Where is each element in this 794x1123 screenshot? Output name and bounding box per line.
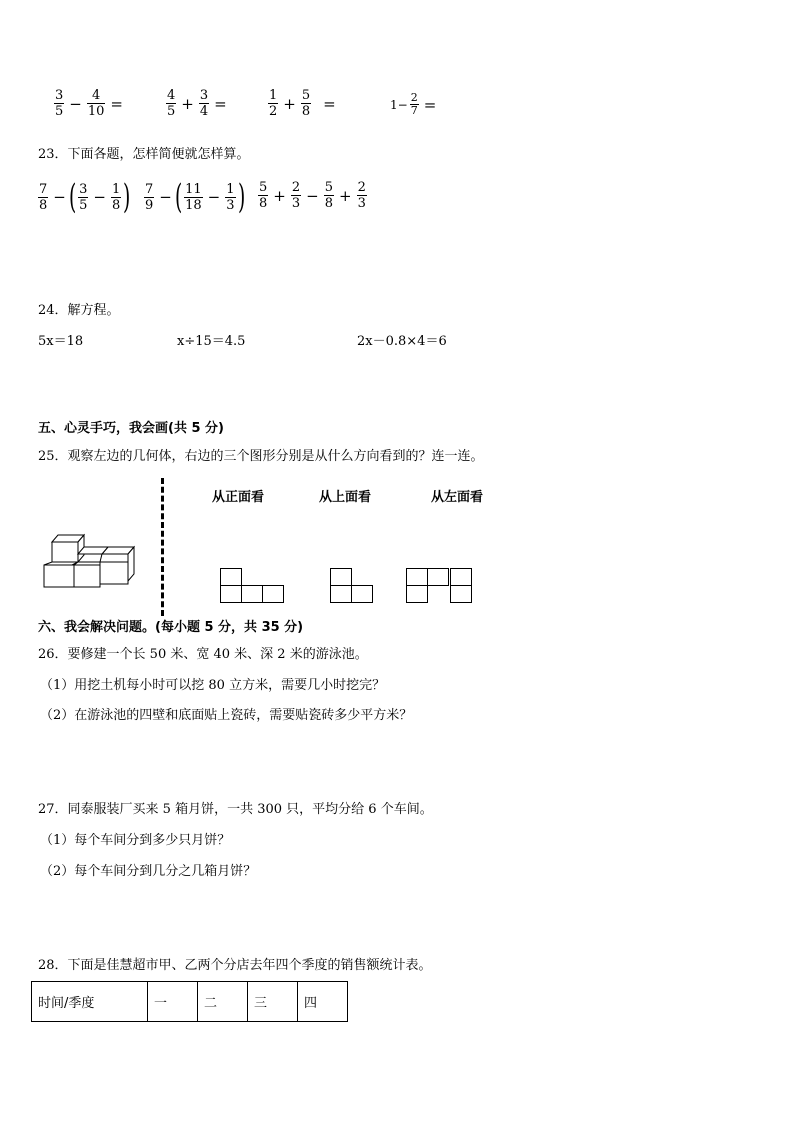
sales-table — [31, 981, 348, 1022]
q23-expr-1: $\frac{7}{8}$ − ( $\frac{3}{5}$ − $\frac{1}{8}$ ) — [39, 177, 131, 217]
view-top-label: 从上面看 — [319, 490, 372, 505]
table-header-cell: 一 — [148, 982, 198, 1022]
table-header-cell: 四 — [298, 982, 348, 1022]
q27-part1: （1）每个车间分到多少只月饼？ — [40, 833, 231, 848]
equation-2: x÷15＝4.5 — [177, 334, 246, 349]
dashed-divider — [161, 478, 164, 616]
section6-title: 六、我会解决问题。(每小题 5 分，共 35 分) — [38, 620, 304, 635]
table-header-cell: 三 — [248, 982, 298, 1022]
q27-part2: （2）每个车间分到几分之几箱月饼？ — [40, 864, 257, 879]
q26-part2: （2）在游泳池的四壁和底面贴上瓷砖，需要贴瓷砖多少平方米？ — [40, 708, 413, 723]
q28-text: 28．下面是佳慧超市甲、乙两个分店去年四个季度的销售额统计表。 — [38, 958, 432, 973]
fraction-expr-3: $\frac{1}{2}$ + $\frac{5}{8}$ = — [269, 88, 336, 119]
fraction-expr-2: $\frac{4}{5}$ + $\frac{3}{4}$ = — [167, 88, 227, 119]
table-row — [32, 982, 348, 1022]
q26-part1: （1）用挖土机每小时可以挖 80 立方米，需要几小时挖完？ — [40, 678, 386, 693]
q23-expr-2: $\frac{7}{9}$ − ( $\frac{11}{18}$ − $\frac{1}{3}$ ) — [145, 177, 245, 217]
equation-3: 2x－0.8×4＝6 — [357, 334, 447, 349]
view-front-label: 从正面看 — [212, 490, 265, 505]
view-left-label: 从左面看 — [431, 490, 484, 505]
q26-text: 26．要修建一个长 50 米、宽 40 米、深 2 米的游泳池。 — [38, 647, 368, 662]
fraction-expr-1: $\frac{3}{5}$ − $\frac{4}{10}$ = — [55, 88, 123, 119]
q25-text: 25．观察左边的几何体，右边的三个图形分别是从什么方向看到的？连一连。 — [38, 449, 484, 464]
q23-text: 23．下面各题，怎样简便就怎样算。 — [38, 147, 250, 162]
geometric-solid-figure — [38, 532, 142, 592]
equation-1: 5x＝18 — [38, 334, 84, 349]
q23-expr-3: $\frac{5}{8}$ + $\frac{2}{3}$ − $\frac{5}{8}$ + $\frac{2}{3}$ — [259, 180, 366, 211]
table-header-cell: 时间/季度 — [32, 982, 148, 1022]
section5-title: 五、心灵手巧，我会画(共 5 分) — [38, 421, 224, 436]
q24-text: 24．解方程。 — [38, 303, 120, 318]
fraction-expr-4: 1− $\frac{2}{7}$ = — [390, 91, 437, 117]
table-header-cell: 二 — [198, 982, 248, 1022]
q27-text: 27．同泰服装厂买来 5 箱月饼，一共 300 只，平均分给 6 个车间。 — [38, 802, 433, 817]
